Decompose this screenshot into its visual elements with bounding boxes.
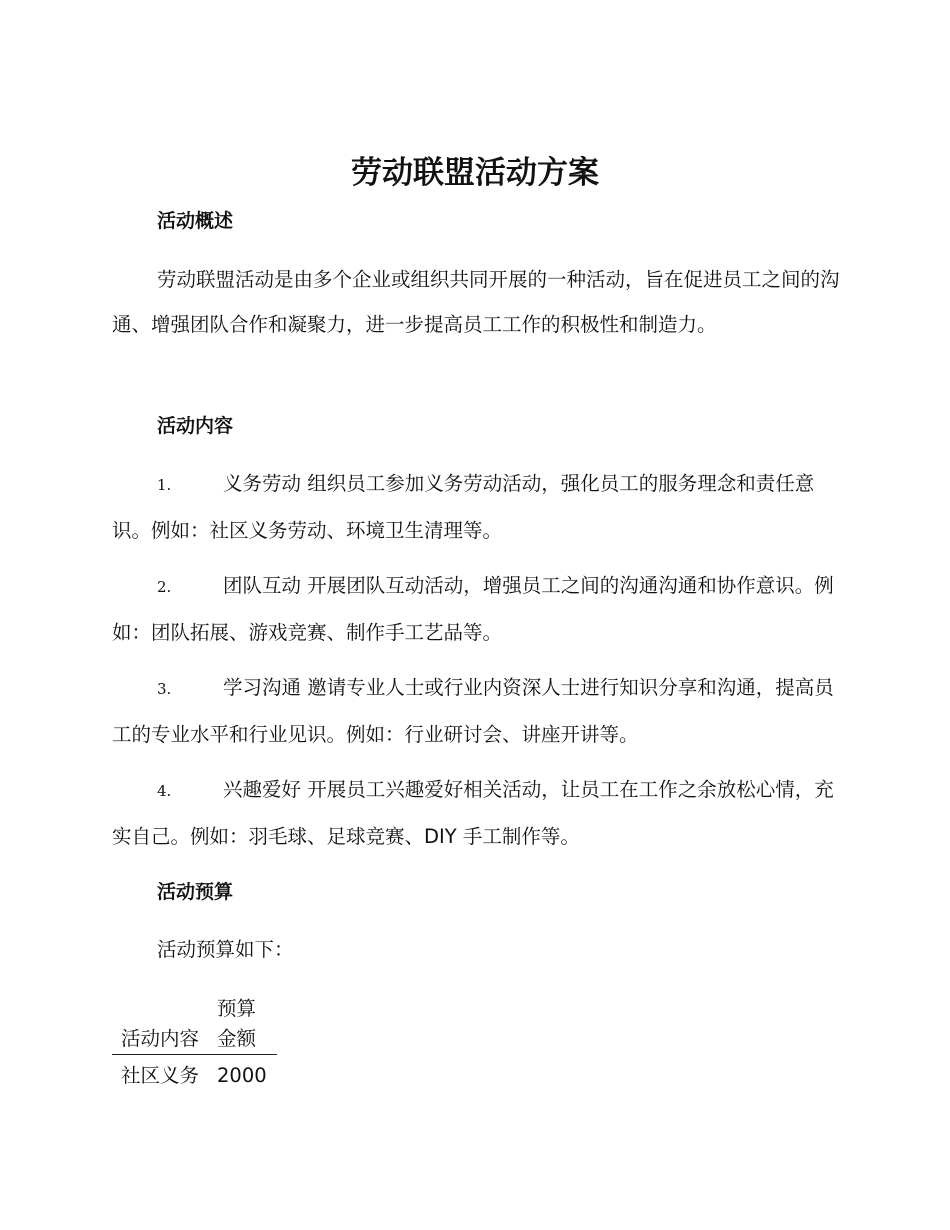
budget-table: [112, 994, 277, 1091]
list-item-text: 团队互动 开展团队互动活动，增强员工之间的沟通沟通和协作意识。例如：团队拓展、游戏竞赛、制作手工艺品等。: [112, 574, 834, 644]
list-item-number: 1.: [157, 476, 172, 494]
section-heading-content: 活动内容: [157, 415, 234, 437]
table-row: [112, 1055, 277, 1092]
list-item-number: 2.: [157, 578, 172, 596]
list-item-text: 学习沟通 邀请专业人士或行业内资深人士进行知识分享和沟通，提高员工的专业水平和行业见识。例如：行业研讨会、讲座开讲等。: [112, 676, 834, 746]
list-item: [112, 461, 842, 553]
list-item-number: 3.: [157, 680, 172, 698]
table-cell-amount: 2000: [217, 1064, 267, 1087]
budget-intro-paragraph: 活动预算如下：: [157, 938, 294, 961]
section-heading-budget: 活动预算: [157, 881, 234, 903]
table-header-activity: 活动内容: [112, 994, 208, 1055]
overview-paragraph: 劳动联盟活动是由多个企业或组织共同开展的一种活动，旨在促进员工之间的沟通、增强团队合作和凝聚力，进一步提高员工工作的积极性和制造力。: [112, 268, 840, 336]
list-item: [112, 767, 842, 859]
table-header-row: [112, 994, 277, 1055]
list-item-text: 义务劳动 组织员工参加义务劳动活动，强化员工的服务理念和责任意识。例如：社区义务劳动、环境卫生清理等。: [112, 472, 815, 542]
table-cell-activity: 社区义务: [121, 1064, 200, 1087]
list-item: [112, 665, 842, 757]
document-title: 劳动联盟活动方案: [351, 155, 599, 191]
list-item: [112, 563, 842, 655]
list-item-text: 兴趣爱好 开展员工兴趣爱好相关活动，让员工在工作之余放松心情，充实自己。例如：羽毛球、足球竞赛、DIY 手工制作等。: [112, 778, 834, 848]
list-item-number: 4.: [157, 782, 172, 800]
section-heading-overview: 活动概述: [157, 210, 234, 232]
table-header-amount: 预算金额: [208, 994, 277, 1055]
